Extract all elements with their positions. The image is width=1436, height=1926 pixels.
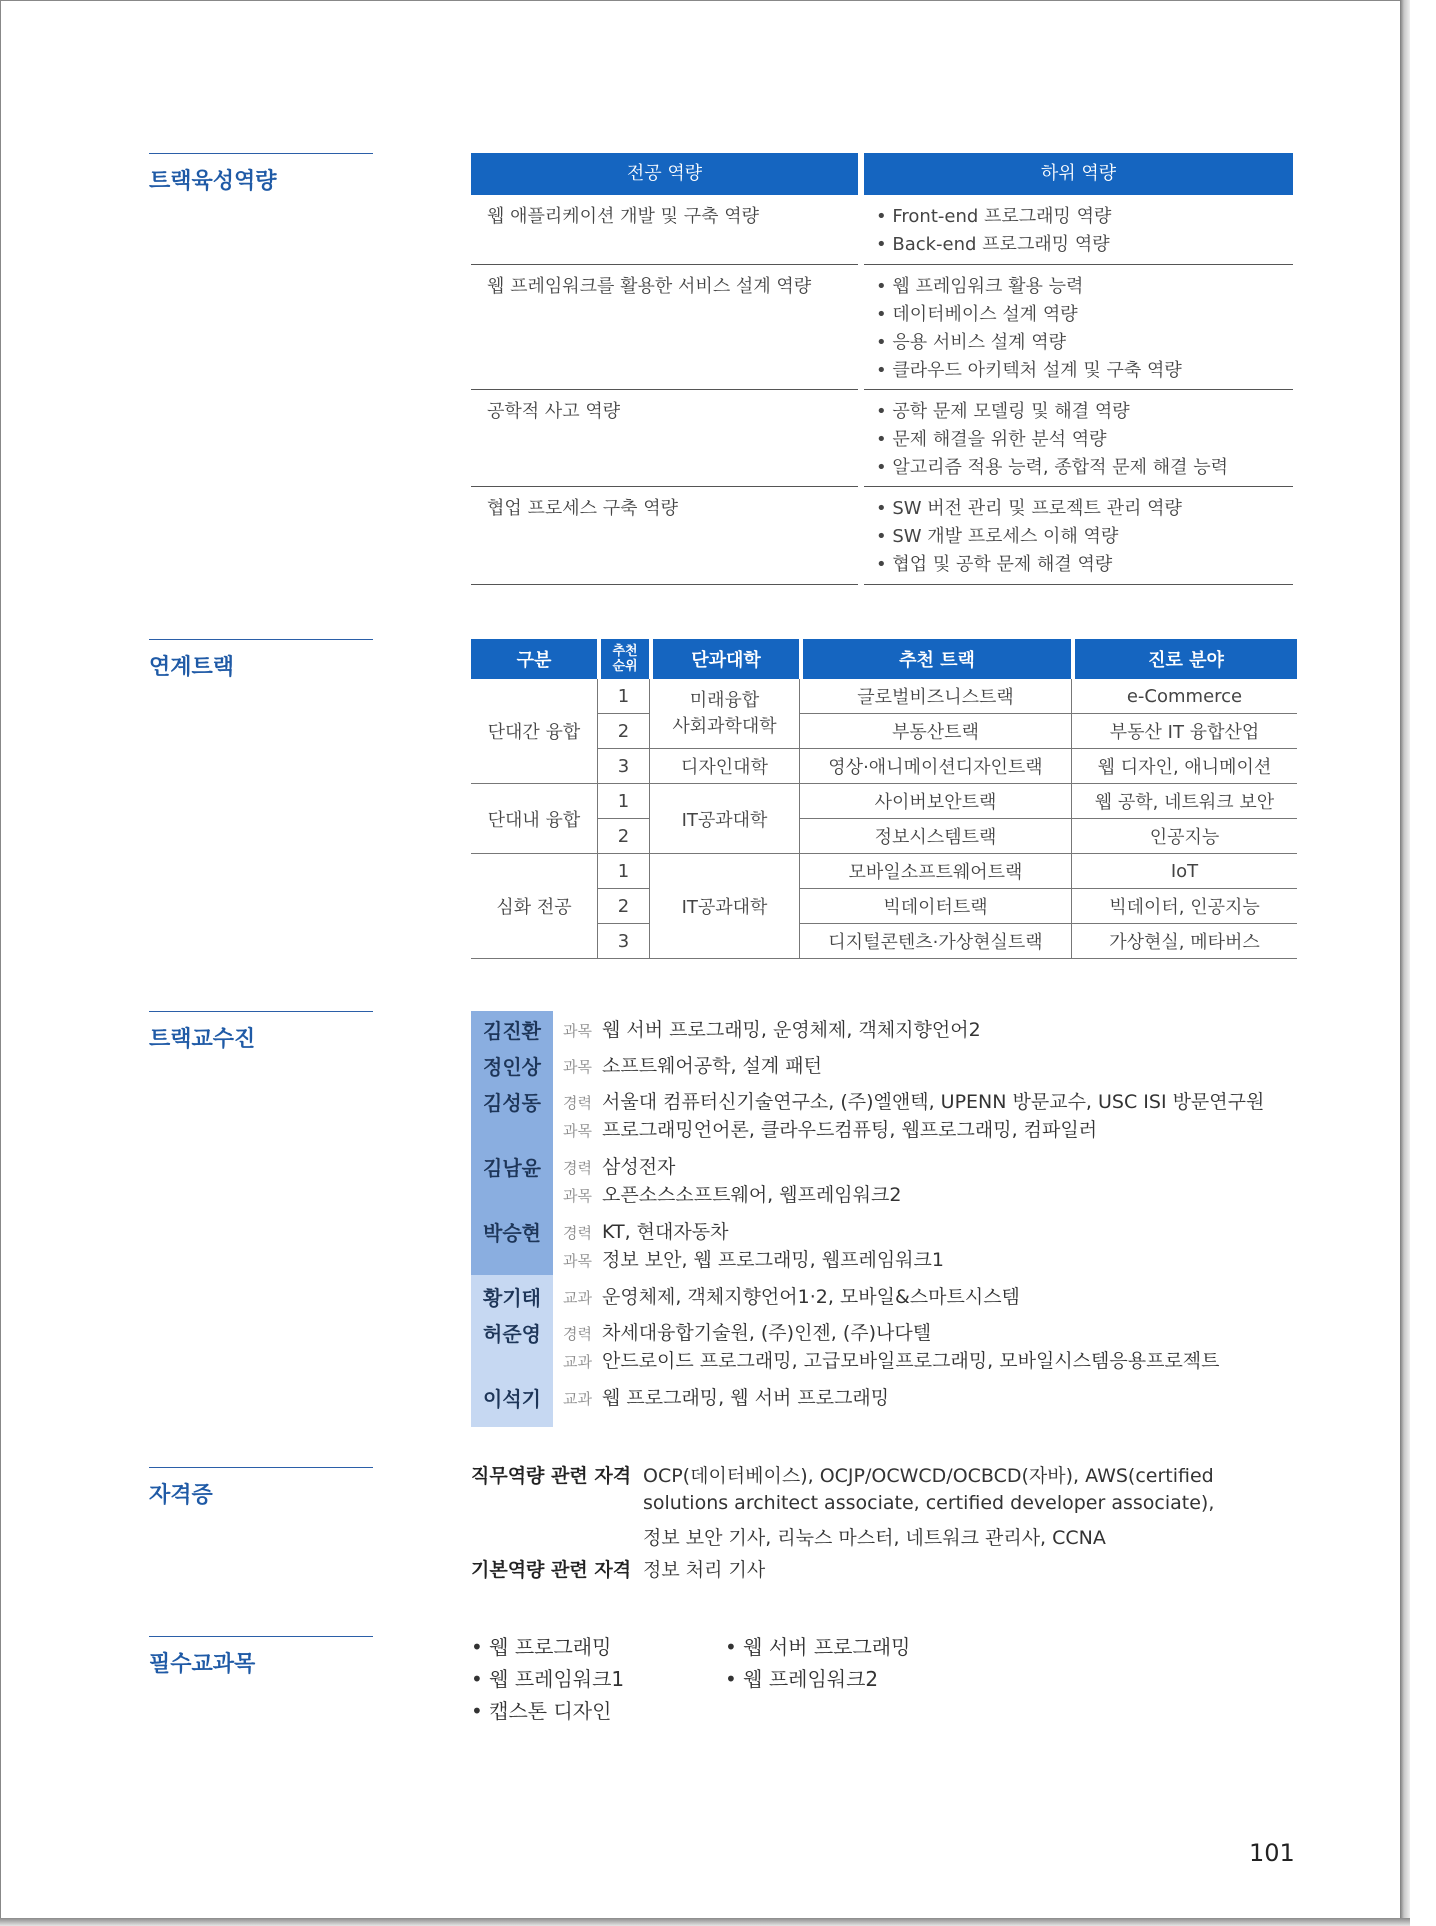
section-label-track-competency: 트랙육성역량: [149, 153, 373, 195]
sub-competency: • 클라우드 아키텍처 설계 및 구축 역량: [876, 357, 1293, 385]
track-cell: 영상·애니메이션디자인트랙: [799, 749, 1071, 784]
detail-text: 안드로이드 프로그래밍, 고급모바일프로그래밍, 모바일시스템응용프로젝트: [601, 1350, 1220, 1372]
rank-cell: 2: [597, 819, 649, 854]
competency-row: [471, 390, 1293, 487]
table-row: [471, 679, 1297, 714]
page-bottom-shadow: [0, 1918, 1410, 1926]
page-edge-shadow: [1400, 0, 1410, 1926]
sub-competency: • SW 버전 관리 및 프로젝트 관리 역량: [876, 495, 1293, 523]
header-career-field: 진로 분야: [1071, 639, 1297, 679]
faculty-detail: [563, 1217, 728, 1244]
detail-text: 프로그래밍언어론, 클라우드컴퓨팅, 웹프로그래밍, 컴파일러: [601, 1119, 1098, 1141]
sub-competency-list: [864, 195, 1293, 265]
detail-tag: 교과: [563, 1390, 592, 1408]
detail-text: 웹 프로그래밍, 웹 서버 프로그래밍: [601, 1387, 890, 1409]
competency-row: [471, 265, 1293, 390]
faculty-detail: [563, 1115, 1097, 1142]
career-cell: IoT: [1071, 854, 1297, 889]
category-cell: 심화 전공: [471, 854, 597, 959]
header-category: 구분: [471, 639, 597, 679]
section-label-required-courses: 필수교과목: [149, 1636, 373, 1678]
header-college: 단과대학: [649, 639, 799, 679]
required-course-item: • 캡스톤 디자인: [471, 1695, 611, 1724]
track-cell: 모바일소프트웨어트랙: [799, 854, 1071, 889]
header-rank: 추천 순위: [597, 639, 649, 679]
table-row: [471, 854, 1297, 889]
track-cell: 정보시스템트랙: [799, 819, 1071, 854]
track-cell: 디지털콘텐츠·가상현실트랙: [799, 924, 1071, 959]
sub-competency: • Front-end 프로그래밍 역량: [876, 203, 1293, 231]
college-cell: IT공과대학: [649, 854, 799, 959]
required-course-item: • 웹 프로그래밍: [471, 1631, 611, 1660]
detail-text: 정보 보안, 웹 프로그래밍, 웹프레임워크1: [601, 1249, 944, 1271]
career-cell: 빅데이터, 인공지능: [1071, 889, 1297, 924]
career-cell: 웹 공학, 네트워크 보안: [1071, 784, 1297, 819]
sub-competency-list: [864, 487, 1293, 585]
track-cell: 부동산트랙: [799, 714, 1071, 749]
linked-track-header: [471, 639, 1297, 679]
detail-tag: 교과: [563, 1289, 592, 1307]
detail-text: 웹 서버 프로그래밍, 운영체제, 객체지향언어2: [601, 1019, 981, 1041]
track-cell: 빅데이터트랙: [799, 889, 1071, 924]
college-cell: 디자인대학: [649, 749, 799, 784]
detail-tag: 경력: [563, 1159, 592, 1177]
detail-tag: 과목: [563, 1022, 592, 1040]
faculty-name: 박승현: [483, 1221, 541, 1245]
competency-table-header: [471, 153, 1293, 195]
sub-competency: • 문제 해결을 위한 분석 역량: [876, 426, 1293, 454]
sub-competency: • 응용 서비스 설계 역량: [876, 329, 1293, 357]
rank-cell: 1: [597, 679, 649, 714]
rank-cell: 1: [597, 784, 649, 819]
major-competency: 공학적 사고 역량: [471, 390, 858, 487]
detail-tag: 과목: [563, 1187, 592, 1205]
detail-text: 차세대융합기술원, (주)인젠, (주)나다텔: [601, 1322, 932, 1344]
basic-cert-value: 정보 처리 기사: [643, 1559, 766, 1581]
faculty-detail: [563, 1087, 1264, 1114]
faculty-detail: [563, 1346, 1220, 1373]
sub-competency: • 웹 프레임워크 활용 능력: [876, 273, 1293, 301]
required-course-item: • 웹 프레임워크2: [725, 1663, 878, 1692]
detail-tag: 교과: [563, 1353, 592, 1371]
detail-text: 삼성전자: [601, 1156, 676, 1178]
sub-competency: • 협업 및 공학 문제 해결 역량: [876, 551, 1293, 579]
detail-tag: 경력: [563, 1325, 592, 1343]
career-cell: 웹 디자인, 애니메이션: [1071, 749, 1297, 784]
category-cell: 단대간 융합: [471, 679, 597, 784]
faculty-detail: [563, 1318, 931, 1345]
faculty-detail: [563, 1383, 889, 1410]
faculty-name: 이석기: [483, 1387, 541, 1411]
header-sub-competency: 하위 역량: [864, 153, 1293, 195]
section-label-faculty: 트랙교수진: [149, 1011, 373, 1053]
competency-table: [471, 153, 1293, 585]
job-cert-line: solutions architect associate, certified developer associate),: [643, 1492, 1215, 1514]
page-number: 101: [1249, 1839, 1295, 1867]
competency-row: [471, 195, 1293, 265]
faculty-detail: [563, 1152, 675, 1179]
faculty-name: 황기태: [483, 1286, 541, 1310]
detail-text: 오픈소스소프트웨어, 웹프레임워크2: [601, 1184, 902, 1206]
career-cell: e-Commerce: [1071, 679, 1297, 714]
faculty-name: 김성동: [483, 1091, 541, 1115]
category-cell: 단대내 융합: [471, 784, 597, 854]
college-cell: IT공과대학: [649, 784, 799, 854]
basic-cert-label: 기본역량 관련 자격: [471, 1559, 632, 1581]
major-competency: 웹 애플리케이션 개발 및 구축 역량: [471, 195, 858, 265]
detail-tag: 경력: [563, 1094, 592, 1112]
competency-row: [471, 487, 1293, 585]
sub-competency: • SW 개발 프로세스 이해 역량: [876, 523, 1293, 551]
sub-competency: • 공학 문제 모델링 및 해결 역량: [876, 398, 1293, 426]
faculty-detail: [563, 1245, 944, 1272]
rank-cell: 3: [597, 924, 649, 959]
rank-cell: 2: [597, 714, 649, 749]
faculty-detail: [563, 1180, 901, 1207]
career-cell: 가상현실, 메타버스: [1071, 924, 1297, 959]
faculty-name: 김남윤: [483, 1156, 541, 1180]
detail-text: 서울대 컴퓨터신기술연구소, (주)엘앤텍, UPENN 방문교수, USC ISI 방문연구원: [601, 1091, 1265, 1113]
rank-cell: 2: [597, 889, 649, 924]
major-competency: 협업 프로세스 구축 역량: [471, 487, 858, 585]
table-row: [471, 784, 1297, 819]
section-label-certification: 자격증: [149, 1467, 373, 1509]
sub-competency-list: [864, 265, 1293, 390]
career-cell: 인공지능: [1071, 819, 1297, 854]
detail-tag: 과목: [563, 1122, 592, 1140]
sub-competency: • 데이터베이스 설계 역량: [876, 301, 1293, 329]
detail-text: KT, 현대자동차: [601, 1221, 729, 1243]
sub-competency-list: [864, 390, 1293, 487]
detail-text: 운영체제, 객체지향언어1·2, 모바일&스마트시스템: [601, 1286, 1020, 1308]
faculty-name: 김진환: [483, 1019, 541, 1043]
college-cell: 미래융합 사회과학대학: [649, 679, 799, 749]
job-cert-line: OCP(데이터베이스), OCJP/OCWCD/OCBCD(자바), AWS(certified: [643, 1465, 1214, 1487]
sub-competency: • 알고리즘 적용 능력, 종합적 문제 해결 능력: [876, 454, 1293, 482]
detail-tag: 경력: [563, 1224, 592, 1242]
career-cell: 부동산 IT 융합산업: [1071, 714, 1297, 749]
section-label-linked-track: 연계트랙: [149, 639, 373, 681]
job-cert-line: 정보 보안 기사, 리눅스 마스터, 네트워크 관리사, CCNA: [643, 1527, 1106, 1549]
major-competency: 웹 프레임워크를 활용한 서비스 설계 역량: [471, 265, 858, 390]
track-cell: 글로벌비즈니스트랙: [799, 679, 1071, 714]
detail-tag: 과목: [563, 1252, 592, 1270]
detail-tag: 과목: [563, 1058, 592, 1076]
faculty-detail: [563, 1051, 822, 1078]
required-course-item: • 웹 서버 프로그래밍: [725, 1631, 910, 1660]
rank-cell: 1: [597, 854, 649, 889]
faculty-name: 허준영: [483, 1322, 541, 1346]
linked-track-table: [471, 639, 1297, 959]
sub-competency: • Back-end 프로그래밍 역량: [876, 231, 1293, 259]
detail-text: 소프트웨어공학, 설계 패턴: [601, 1055, 822, 1077]
faculty-name: 정인상: [483, 1055, 541, 1079]
faculty-detail: [563, 1015, 981, 1042]
track-cell: 사이버보안트랙: [799, 784, 1071, 819]
job-cert-label: 직무역량 관련 자격: [471, 1465, 632, 1487]
required-course-item: • 웹 프레임워크1: [471, 1663, 624, 1692]
rank-cell: 3: [597, 749, 649, 784]
header-major-competency: 전공 역량: [471, 153, 858, 195]
faculty-detail: [563, 1282, 1020, 1309]
header-recommended-track: 추천 트랙: [799, 639, 1071, 679]
